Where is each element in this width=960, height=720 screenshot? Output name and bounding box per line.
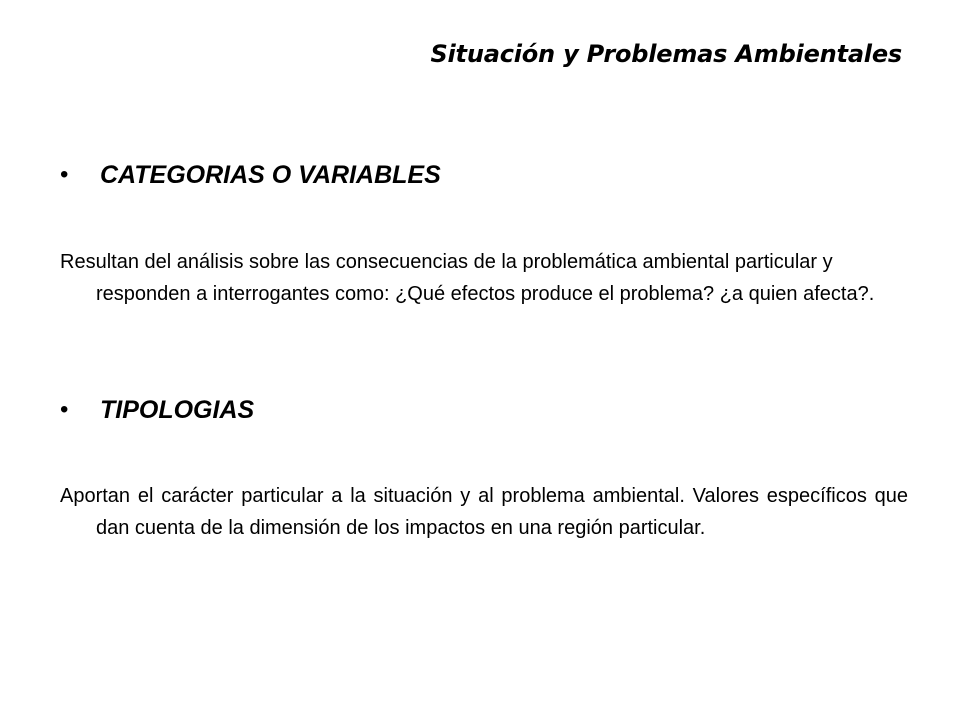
section-heading-tipologias bbox=[60, 390, 254, 430]
section-heading-categorias bbox=[60, 155, 441, 195]
bullet-icon: • bbox=[60, 396, 69, 423]
section-paragraph-categorias: Resultan del análisis sobre las consecuencias de la problemática ambiental particular y responden a interrogantes como: ¿Qué efectos produce el problema? ¿a quien afecta?. bbox=[60, 251, 875, 305]
bullet-icon: • bbox=[60, 161, 69, 188]
section-heading-text: TIPOLOGIAS bbox=[100, 395, 255, 424]
slide-title: Situación y Problemas Ambientales bbox=[430, 40, 902, 68]
section-paragraph-tipologias: Aportan el carácter particular a la situación y al problema ambiental. Valores específicos que dan cuenta de la dimensión de los impactos en una región particular. bbox=[60, 485, 908, 539]
section-heading-text: CATEGORIAS O VARIABLES bbox=[100, 160, 441, 189]
